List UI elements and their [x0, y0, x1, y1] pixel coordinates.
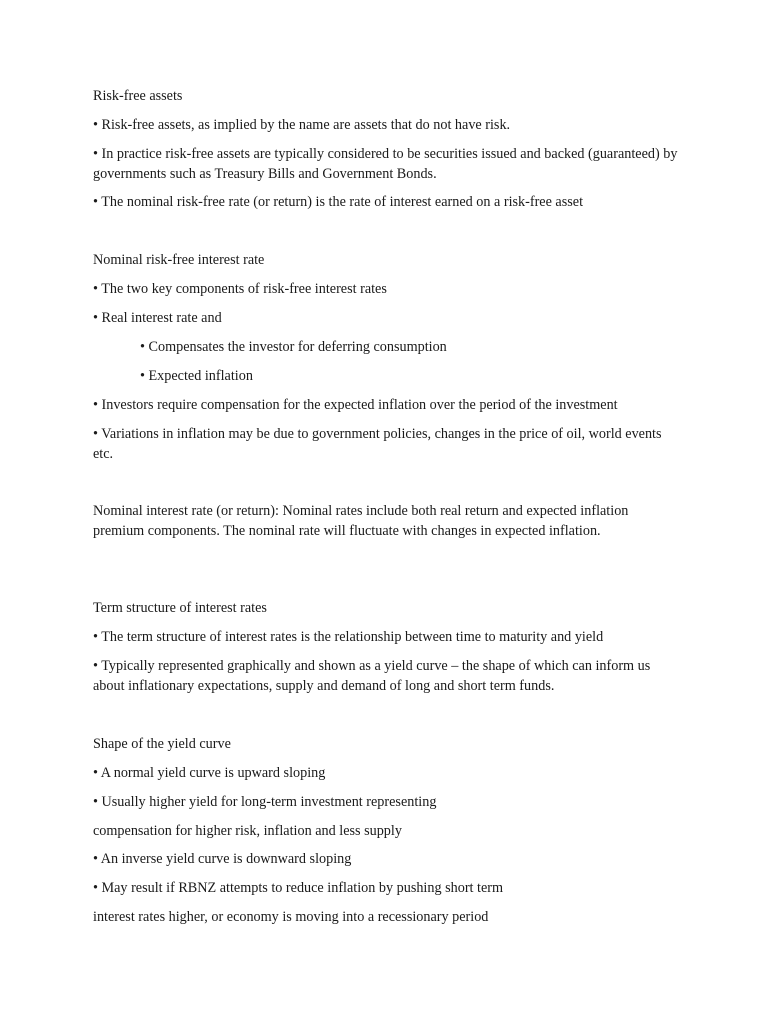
bullet-item: • In practice risk-free assets are typically considered to be securities issued and backed (guaranteed) by governments such as Treasury Bills and Government Bonds. [93, 146, 678, 182]
bullet-item: • The term structure of interest rates is the relationship between time to maturity and yield [93, 629, 604, 645]
sub-bullet-item: • Expected inflation [140, 368, 253, 384]
heading-risk-free-assets: Risk-free assets [93, 88, 183, 104]
paragraph-nominal-interest-rate: Nominal interest rate (or return): Nominal rates include both real return and expected inflation premium components. The nominal rate will fluctuate with changes in expected inflation. [93, 503, 629, 539]
sub-bullet-item: • Compensates the investor for deferring consumption [140, 339, 447, 355]
bullet-item: • The two key components of risk-free interest rates [93, 281, 387, 297]
bullet-item: • Investors require compensation for the expected inflation over the period of the investment [93, 397, 618, 413]
bullet-item: • May result if RBNZ attempts to reduce inflation by pushing short term [93, 880, 504, 896]
bullet-item: • An inverse yield curve is downward sloping [93, 851, 352, 867]
bullet-item: • Real interest rate and [93, 310, 222, 326]
bullet-item: • The nominal risk-free rate (or return) is the rate of interest earned on a risk-free asset [93, 194, 584, 210]
heading-term-structure: Term structure of interest rates [93, 600, 267, 616]
bullet-item: • Variations in inflation may be due to government policies, changes in the price of oil, world events etc. [93, 426, 662, 462]
heading-nominal-risk-free-rate: Nominal risk-free interest rate [93, 252, 265, 268]
bullet-item: • Risk-free assets, as implied by the name are assets that do not have risk. [93, 117, 511, 133]
bullet-item: • A normal yield curve is upward sloping [93, 765, 326, 781]
continuation-line: compensation for higher risk, inflation and less supply [93, 823, 402, 839]
bullet-item: • Typically represented graphically and shown as a yield curve – the shape of which can inform us about inflationary expectations, supply and demand of long and short term funds. [93, 658, 651, 694]
heading-yield-curve-shape: Shape of the yield curve [93, 736, 231, 752]
continuation-line: interest rates higher, or economy is moving into a recessionary period [93, 909, 489, 925]
bullet-item: • Usually higher yield for long-term investment representing [93, 794, 437, 810]
